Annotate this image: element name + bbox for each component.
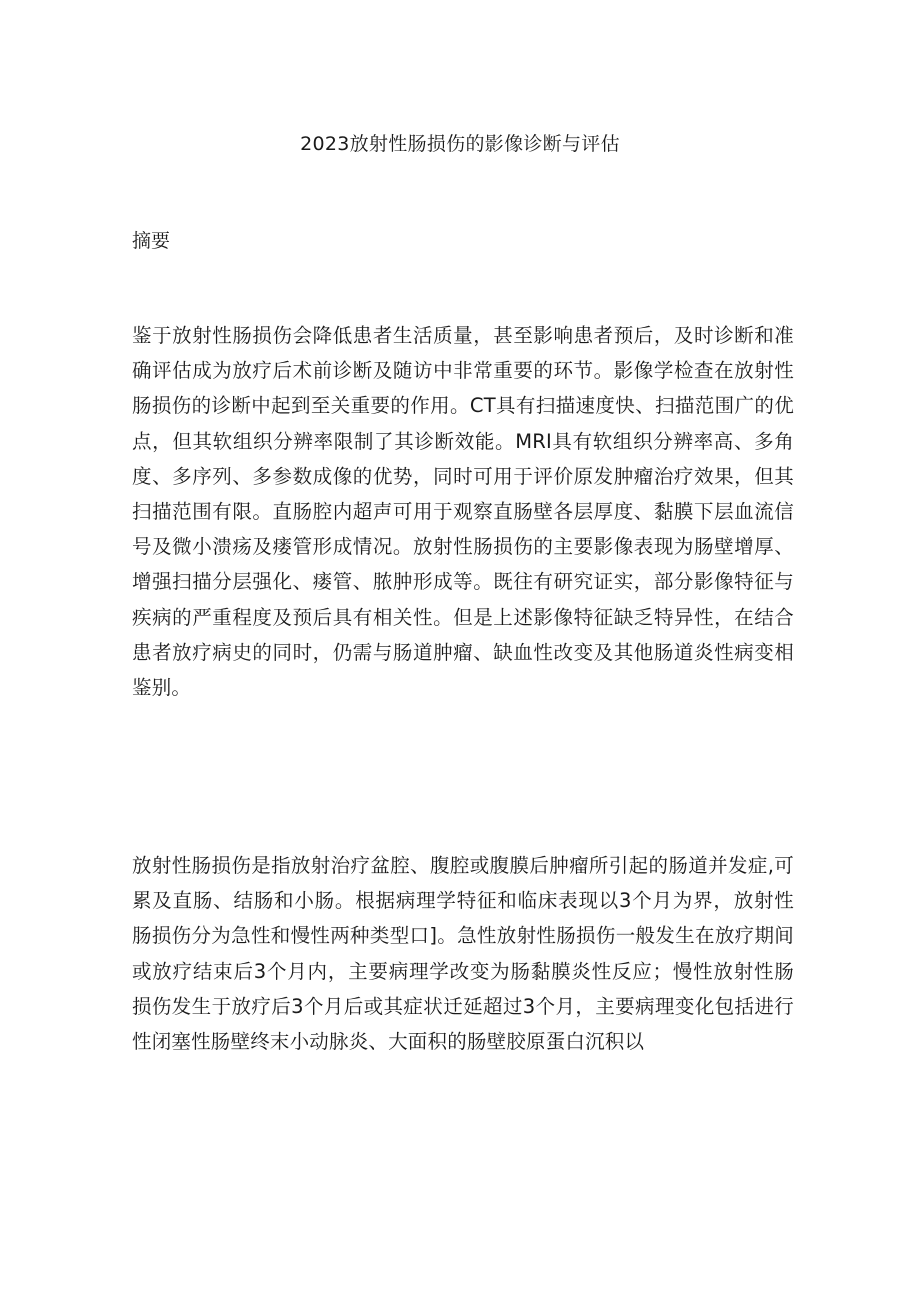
- paragraph-definition: 放射性肠损伤是指放射治疗盆腔、腹腔或腹膜后肿瘤所引起的肠道并发症,可累及直肠、结肠和小肠。根据病理学特征和临床表现以3个月为界，放射性肠损伤分为急性和慢性两种类型口]。急性放射性肠损伤一般发生在放疗期间或放疗结束后3个月内，主要病理学改变为肠黏膜炎性反应；慢性放射性肠损伤发生于放疗后3个月后或其症状迁延超过3个月，主要病理变化包括进行性闭塞性肠壁终末小动脉炎、大面积的肠壁胶原蛋白沉积以: [132, 854, 794, 1054]
- document-title: 2023放射性肠损伤的影像诊断与评估: [300, 133, 620, 155]
- section-heading-abstract: 摘要: [132, 230, 171, 252]
- paragraph-abstract: 鉴于放射性肠损伤会降低患者生活质量，甚至影响患者预后，及时诊断和准确评估成为放疗后术前诊断及随访中非常重要的环节。影像学检查在放射性肠损伤的诊断中起到至关重要的作用。CT具有扫描速度快、扫描范围广的优点，但其软组织分辨率限制了其诊断效能。MRI具有软组织分辨率高、多角度、多序列、多参数成像的优势，同时可用于评价原发肿瘤治疗效果，但其扫描范围有限。直肠腔内超声可用于观察直肠壁各层厚度、黏膜下层血流信号及微小溃疡及瘘管形成情况。放射性肠损伤的主要影像表现为肠壁增厚、增强扫描分层强化、瘘管、脓肿形成等。既往有研究证实，部分影像特征与疾病的严重程度及预后具有相关性。但是上述影像特征缺乏特异性，在结合患者放疗病史的同时，仍需与肠道肿瘤、缺血性改变及其他肠道炎性病变相鉴别。: [132, 324, 794, 700]
